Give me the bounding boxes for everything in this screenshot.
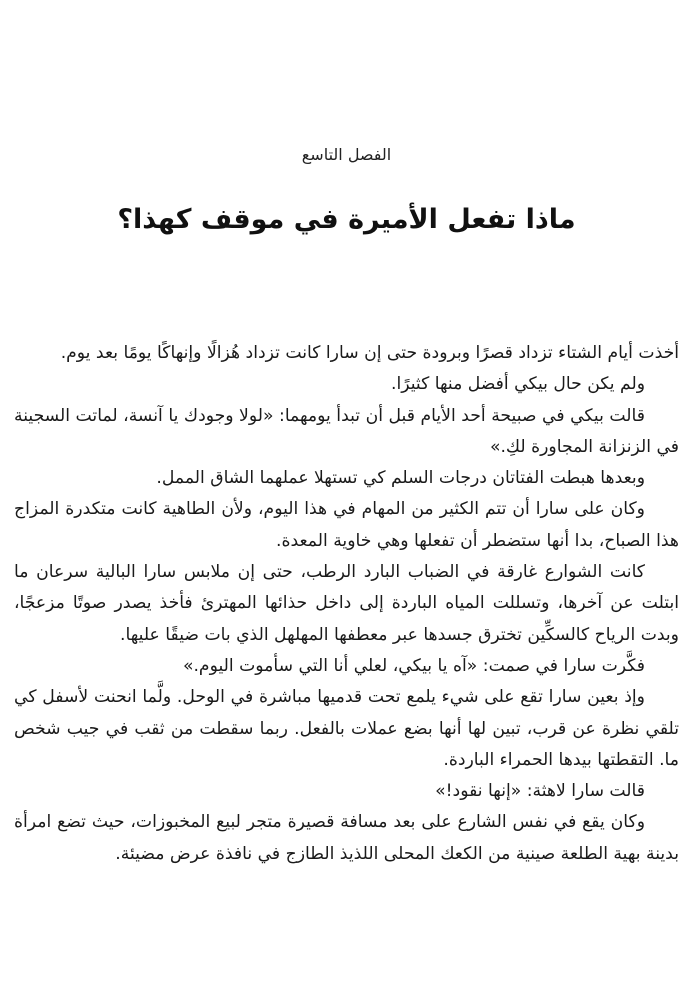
paragraph: وكان على سارا أن تتم الكثير من المهام في هذا اليوم، ولأن الطاهية كانت متكدرة المزاج هذا الصباح، بدا أنها ستضطر أن تفعلها وهي خاوية المعدة. [14, 499, 679, 551]
paragraph: وبعدها هبطت الفتاتان درجات السلم كي تستهلا عملهما الشاق الممل. [156, 468, 645, 489]
paragraph: ولم يكن حال بيكي أفضل منها كثيرًا. [391, 374, 645, 395]
paragraph: فكَّرت سارا في صمت: «آه يا بيكي، لعلي أنا التي سأموت اليوم.» [182, 655, 645, 676]
paragraph: وإذ بعين سارا تقع على شيء يلمع تحت قدميها مباشرة في الوحل. ولَّما انحنت لأسفل كي تلقي نظرة عن قرب، تبين لها أنها بضع عملات بالفعل. ربما سقطت من ثقب في جيب شخص ما. التقطتها بيدها الحمراء الباردة. [14, 687, 679, 770]
chapter-body [14, 338, 679, 870]
chapter-number-label: الفصل التاسع [301, 145, 392, 164]
paragraph: قالت بيكي في صبيحة أحد الأيام قبل أن تبدأ يومهما: «لولا وجودك يا آنسة، لماتت السجينة في الزنزانة المجاورة لكِ.» [14, 405, 679, 457]
paragraph: كانت الشوارع غارقة في الضباب البارد الرطب، حتى إن ملابس سارا البالية سرعان ما ابتلت عن آخرها، وتسللت المياه الباردة إلى داخل حذائها المهترئ فأخذ يصدر صوتًا مزعجًا، وبدت الرياح كالسكِّين تخترق جسدها عبر معطفها المهلهل الذي بات ضيقًا عليها. [14, 562, 679, 645]
paragraph: قالت سارا لاهثة: «إنها نقود!» [435, 781, 645, 802]
paragraph: أخذت أيام الشتاء تزداد قصرًا وبرودة حتى إن سارا كانت تزداد هُزالًا وإنهاكًا يومًا بعد يوم. [60, 343, 679, 363]
chapter-title: ماذا تفعل الأميرة في موقف كهذا؟ [117, 204, 576, 235]
paragraph: وكان يقع في نفس الشارع على بعد مسافة قصيرة متجر لبيع المخبوزات، حيث تضع امرأة بدينة بهية الطلعة صينية من الكعك المحلى اللذيذ الطازج في نافذة عرض مضيئة. [14, 812, 679, 864]
